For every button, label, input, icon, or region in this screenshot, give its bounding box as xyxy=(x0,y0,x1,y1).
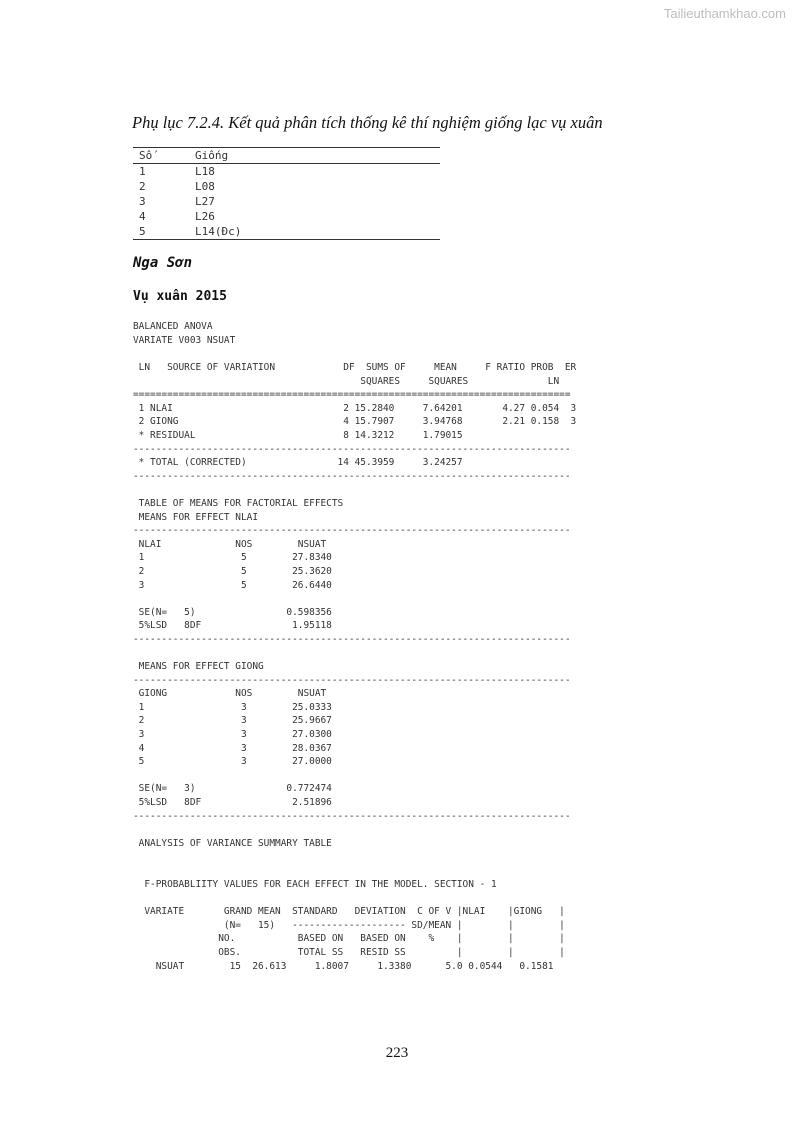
row-number: 2 xyxy=(139,180,146,193)
anova-table: LN SOURCE OF VARIATION DF SUMS OF MEAN F RATIO PROB ER SQUARES SQUARES LN ============================================================================= 1 NLAI 2 15.2840 7.64201 4.27 0.054 3 2 GIONG 4 15.7907 3.94768 2.21 0.158 3 * RESIDUAL 8 14.3212 1.79015 ----------------------------------------------------------------------------- * TOTAL (CORRECTED) 14 45.3959 3.24257 ----------------------------------------------------------------------------- xyxy=(133,362,577,482)
variety-name: L18 xyxy=(195,165,215,178)
table-row xyxy=(133,209,440,224)
watermark: Tailieuthamkhao.com xyxy=(663,6,786,21)
summary-title: ANALYSIS OF VARIANCE SUMMARY TABLE xyxy=(133,838,332,849)
location-heading: Nga Sơn xyxy=(133,255,193,271)
variety-table xyxy=(133,147,440,240)
row-number: 1 xyxy=(139,165,146,178)
season-heading: Vụ xuân 2015 xyxy=(133,289,227,304)
means-giong-table: MEANS FOR EFFECT GIONG ----------------------------------------------------------------------------- GIONG NOS NSUAT 1 3 25.0333 2 3 25.9667 3 3 27.0300 4 3 28.0367 5 3 27.0000 SE(N= 3) 0.772474 5%LSD 8DF 2.51896 ----------------------------------------------------------------------------- xyxy=(133,661,571,822)
column-header-no: Số xyxy=(133,148,189,164)
variety-name: L14(Đc) xyxy=(189,224,440,240)
table-row xyxy=(133,194,440,209)
row-number: 5 xyxy=(133,224,189,240)
row-number: 3 xyxy=(139,195,146,208)
row-number: 4 xyxy=(139,210,146,223)
column-header-variety: Giống xyxy=(189,148,440,164)
appendix-title: Phụ lục 7.2.4. Kết quả phân tích thống kê thí nghiệm giống lạc vụ xuân xyxy=(132,113,603,132)
variety-table-header xyxy=(133,148,440,164)
variety-name: L08 xyxy=(195,180,215,193)
means-nlai-table: TABLE OF MEANS FOR FACTORIAL EFFECTS MEANS FOR EFFECT NLAI ----------------------------------------------------------------------------- NLAI NOS NSUAT 1 5 27.8340 2 5 25.3620 3 5 26.6440 SE(N= 5) 0.598356 5%LSD 8DF 1.95118 ----------------------------------------------------------------------------- xyxy=(133,498,571,645)
variety-name: L26 xyxy=(195,210,215,223)
table-row xyxy=(133,224,440,240)
summary-table: F-PROBABLIITY VALUES FOR EACH EFFECT IN THE MODEL. SECTION - 1 VARIATE GRAND MEAN STANDARD DEVIATION C OF V |NLAI |GIONG | (N= 15) -------------------- SD/MEAN | | | NO. BASED ON BASED ON % | | | OBS. TOTAL SS RESID SS | | | NSUAT 15 26.613 1.8007 1.3380 5.0 0.0544 0.1581 xyxy=(144,879,565,972)
table-row xyxy=(133,179,440,194)
table-row xyxy=(133,164,440,180)
variety-name: L27 xyxy=(195,195,215,208)
anova-header: BALANCED ANOVA VARIATE V003 NSUAT xyxy=(133,321,236,346)
page-number: 223 xyxy=(385,1045,409,1061)
